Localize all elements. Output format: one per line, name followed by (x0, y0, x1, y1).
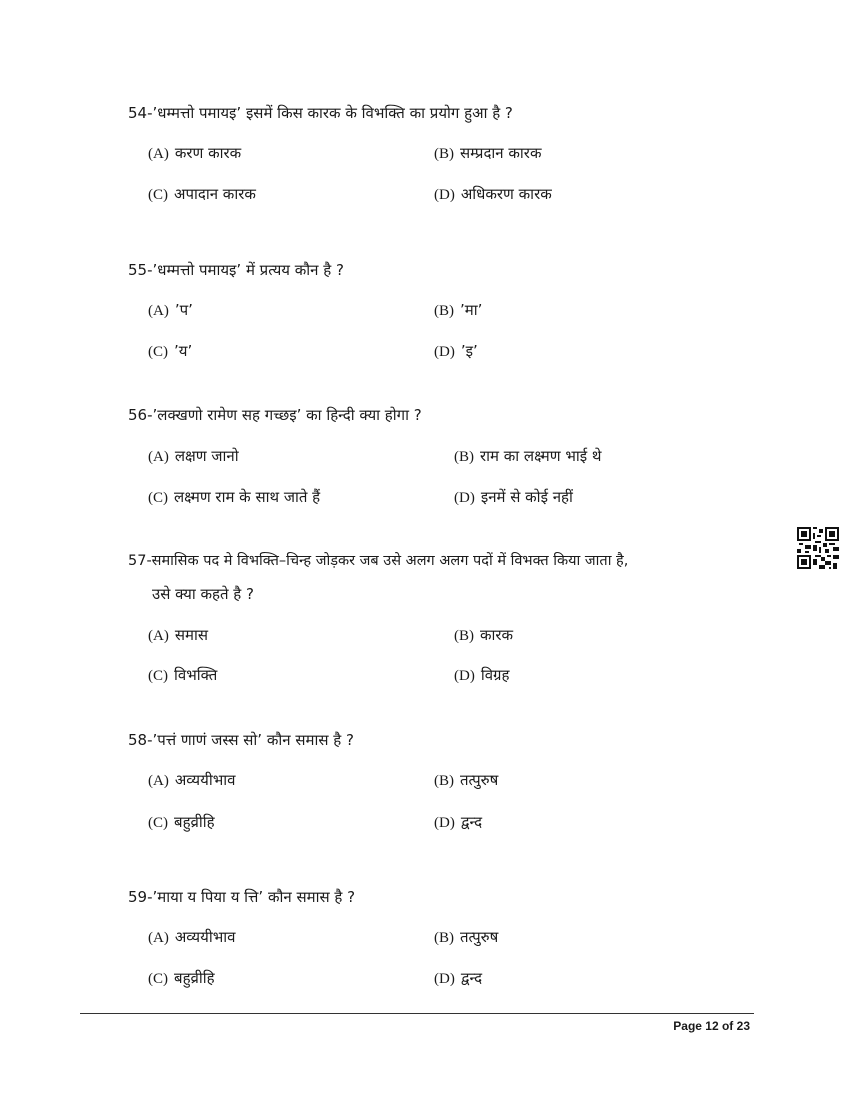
question-59: 59-’माया य पिया य त्ति’ कौन समास है ? (128, 888, 356, 906)
option-54-d: (D) अधिकरण कारक (434, 185, 552, 203)
option-55-a: (A) ’प’ (148, 301, 193, 319)
qr-code-icon (797, 527, 839, 569)
question-58: 58-’पत्तं णाणं जस्स सो’ कौन समास है ? (128, 731, 354, 749)
option-54-b: (B) सम्प्रदान कारक (434, 144, 542, 162)
option-59-d: (D) द्वन्द (434, 969, 483, 987)
question-55: 55-’धम्मत्तो पमायइ’ में प्रत्यय कौन है ? (128, 261, 344, 279)
question-56: 56-’लक्खणो रामेण सह गच्छइ’ का हिन्दी क्या होगा ? (128, 406, 422, 424)
option-58-b: (B) तत्पुरुष (434, 771, 499, 789)
option-58-c: (C) बहुव्रीहि (148, 813, 215, 831)
option-58-a: (A) अव्ययीभाव (148, 771, 236, 789)
option-57-d: (D) विग्रह (454, 666, 510, 684)
footer-divider (80, 1013, 754, 1014)
option-56-a: (A) लक्षण जानो (148, 447, 239, 465)
option-59-c: (C) बहुव्रीहि (148, 969, 215, 987)
option-56-c: (C) लक्ष्मण राम के साथ जाते हैं (148, 488, 321, 506)
option-57-b: (B) कारक (454, 626, 514, 644)
option-55-d: (D) ’इ’ (434, 342, 478, 360)
question-57-line2: उसे क्या कहते है ? (152, 585, 255, 603)
option-56-b: (B) राम का लक्ष्मण भाई थे (454, 447, 602, 465)
option-54-a: (A) करण कारक (148, 144, 242, 162)
page-number: Page 12 of 23 (673, 1019, 750, 1033)
option-57-c: (C) विभक्ति (148, 666, 218, 684)
option-55-c: (C) ’य’ (148, 342, 193, 360)
option-54-c: (C) अपादान कारक (148, 185, 256, 203)
option-57-a: (A) समास (148, 626, 208, 644)
question-54: 54-’धम्मत्तो पमायइ’ इसमें किस कारक के विभक्ति का प्रयोग हुआ है ? (128, 104, 513, 122)
question-57-line1: 57-समासिक पद मे विभक्ति–चिन्ह जोड़कर जब उसे अलग अलग पदों में विभक्त किया जाता है, (128, 553, 629, 569)
option-58-d: (D) द्वन्द (434, 813, 483, 831)
option-56-d: (D) इनमें से कोई नहीं (454, 488, 573, 506)
option-59-b: (B) तत्पुरुष (434, 928, 499, 946)
option-55-b: (B) ’मा’ (434, 301, 483, 319)
option-59-a: (A) अव्ययीभाव (148, 928, 236, 946)
